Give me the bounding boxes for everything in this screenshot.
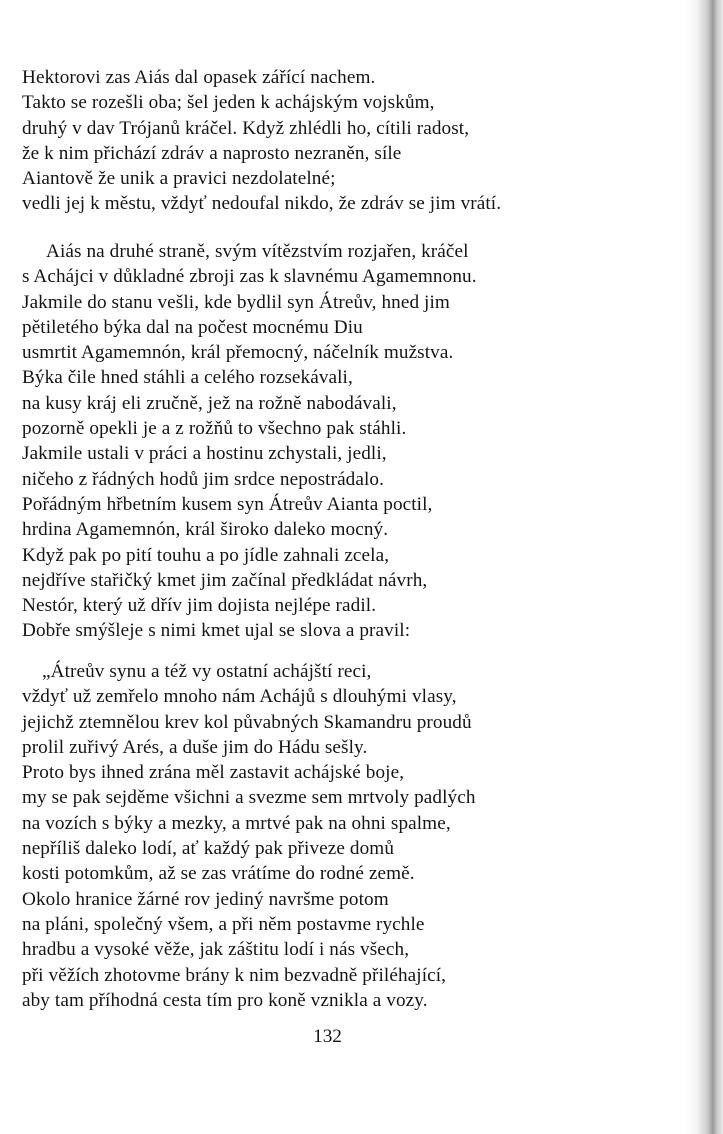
verse-line: ničeho z řádných hodů jim srdce nepostrádalo. (22, 468, 385, 490)
verse-line: prolil zuřivý Arés, a duše jim do Hádu sešly. (22, 736, 368, 758)
verse-line: vždyť už zemřelo mnoho nám Achájů s dlouhými vlasy, (22, 686, 457, 708)
verse-line: nejdříve stařičký kmet jim začínal předkládat návrh, (22, 569, 428, 591)
verse-line: Nestór, který už dřív jim dojista nejlépe radil. (22, 595, 377, 617)
verse-line: pozorně opekli je a z rožňů to všechno pak stáhli. (22, 418, 407, 440)
verse-line: my se pak sejděme všichni a svezme sem mrtvoly padlých (22, 787, 476, 809)
verse-line: při věžích zhotovme brány k nim bezvadně přiléhající, (22, 964, 447, 986)
stanza-1 (22, 65, 662, 217)
verse-line: hrdina Agamemnón, král široko daleko mocný. (22, 519, 389, 541)
verse-line: usmrtit Agamemnón, král přemocný, náčelník mužstva. (22, 342, 454, 364)
verse-line: Dobře smýšleje s nimi kmet ujal se slova a pravil: (22, 620, 411, 642)
page-number: 132 (313, 1026, 342, 1047)
verse-line: kosti potomkům, až se zas vrátíme do rodné země. (22, 863, 415, 885)
verse-line: že k nim přichází zdráv a naprosto nezraněn, síle (22, 142, 402, 164)
verse-line: Když pak po pití touhu a po jídle zahnali zcela, (22, 544, 390, 566)
page-binding-edge (685, 0, 723, 1134)
verse-line: Pořádným hřbetním kusem syn Átreův Aianta poctil, (22, 493, 433, 515)
verse-line: Okolo hranice žárné rov jediný navršme potom (22, 888, 389, 910)
verse-line: druhý v dav Trójanů kráčel. Když zhlédli ho, cítili radost, (22, 117, 470, 139)
stanza-2 (22, 239, 662, 644)
verse-line: Takto se rozešli oba; šel jeden k achájským vojskům, (22, 92, 435, 114)
verse-line: na pláni, společný všem, a při něm postavme rychle (22, 913, 425, 935)
verse-line: Aiantově že unik a pravici nezdolatelné; (22, 168, 336, 190)
verse-line: s Achájci v důkladné zbroji zas k slavnému Agamemnonu. (22, 266, 477, 288)
verse-line: aby tam příhodná cesta tím pro koně vznikla a vozy. (22, 989, 428, 1011)
verse-line: jejichž ztemnělou krev kol půvabných Skamandru proudů (22, 711, 472, 733)
verse-line: „Átreův synu a též vy ostatní achájští reci, (42, 661, 372, 682)
verse-line: Aiás na druhé straně, svým vítězstvím rozjařen, kráčel (46, 241, 469, 262)
verse-line: nepříliš daleko lodí, ať každý pak přiveze domů (22, 838, 395, 860)
verse-line: vedli jej k městu, vždyť nedoufal nikdo, že zdráv se jim vrátí. (22, 193, 502, 215)
verse-line: Jakmile do stanu vešli, kde bydlil syn Átreův, hned jim (22, 291, 450, 313)
verse-line: na kusy kráj eli zručně, jež na rožně nabodávali, (22, 392, 397, 414)
verse-line: Jakmile ustali v práci a hostinu zchystali, jedli, (22, 443, 387, 465)
verse-line: hradbu a vysoké věže, jak záštitu lodí i nás všech, (22, 939, 410, 961)
verse-line: na vozích s býky a mezky, a mrtvé pak na ohni spalme, (22, 812, 451, 834)
verse-line: Hektorovi zas Aiás dal opasek zářící nachem. (22, 67, 376, 88)
verse-line: Býka čile hned stáhli a celého rozsekávali, (22, 367, 353, 389)
stanza-3 (22, 659, 662, 1013)
verse-line: pětiletého býka dal na počest mocnému Diu (22, 316, 363, 338)
verse-line: Proto bys ihned zrána měl zastavit achájské boje, (22, 762, 405, 784)
